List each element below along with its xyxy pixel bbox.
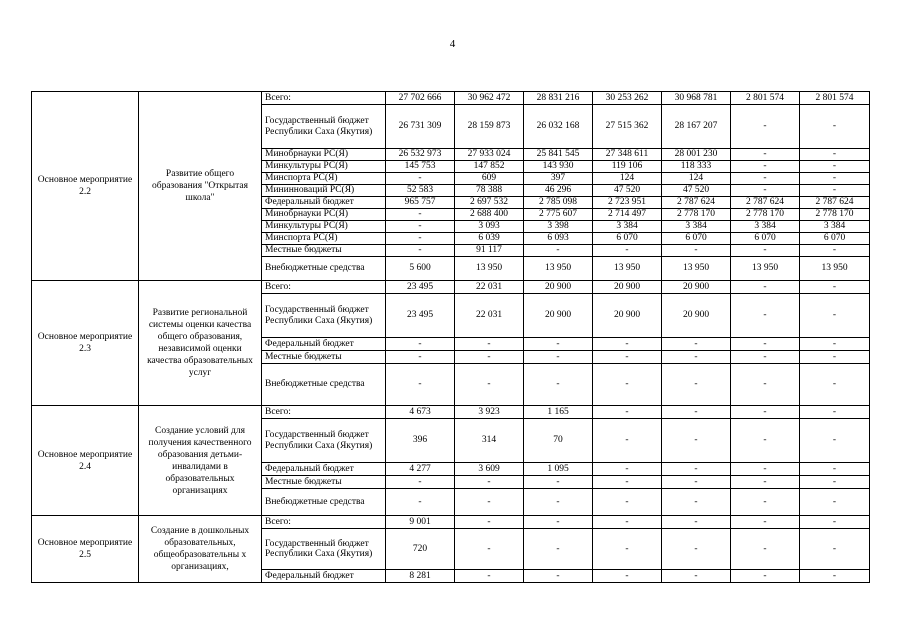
funding-value: 13 950 xyxy=(593,257,662,281)
funding-source: Минспорта РС(Я) xyxy=(262,173,386,185)
funding-value: 314 xyxy=(455,419,524,463)
funding-source: Местные бюджеты xyxy=(262,351,386,364)
funding-value: 2 697 532 xyxy=(455,197,524,209)
funding-value: 2 787 624 xyxy=(662,197,731,209)
funding-value: 78 388 xyxy=(455,185,524,197)
funding-value: 2 801 574 xyxy=(731,92,800,105)
table-row xyxy=(32,281,870,294)
funding-value: - xyxy=(524,351,593,364)
funding-source: Государственный бюджет Республики Саха (Якутия) xyxy=(262,419,386,463)
funding-value: - xyxy=(800,149,870,161)
activity-name: Основное мероприятие 2.5 xyxy=(32,516,139,583)
funding-value: 30 962 472 xyxy=(455,92,524,105)
funding-value: - xyxy=(386,489,455,516)
funding-value: 965 757 xyxy=(386,197,455,209)
funding-value: - xyxy=(386,173,455,185)
funding-value: 27 702 666 xyxy=(386,92,455,105)
funding-value: 20 900 xyxy=(662,294,731,338)
funding-value: - xyxy=(524,338,593,351)
funding-value: - xyxy=(524,489,593,516)
funding-value: - xyxy=(524,570,593,583)
funding-value: 27 515 362 xyxy=(593,105,662,149)
funding-source: Государственный бюджет Республики Саха (Якутия) xyxy=(262,529,386,570)
funding-value: - xyxy=(593,364,662,406)
funding-source: Минкультуры РС(Я) xyxy=(262,161,386,173)
funding-value: - xyxy=(800,105,870,149)
funding-value: 2 723 951 xyxy=(593,197,662,209)
funding-value: - xyxy=(593,406,662,419)
funding-value: 1 095 xyxy=(524,463,593,476)
funding-value: - xyxy=(731,161,800,173)
funding-source: Местные бюджеты xyxy=(262,476,386,489)
funding-value: 28 001 230 xyxy=(662,149,731,161)
funding-value: 2 801 574 xyxy=(800,92,870,105)
funding-source: Минобрнауки РС(Я) xyxy=(262,149,386,161)
funding-table-body xyxy=(32,92,870,583)
funding-value: 13 950 xyxy=(524,257,593,281)
activity-description: Развитие региональной системы оценки качества общего образования, независимой оценки качества образовательных услуг xyxy=(139,281,262,406)
funding-value: - xyxy=(593,245,662,257)
funding-value: - xyxy=(800,281,870,294)
funding-value: 145 753 xyxy=(386,161,455,173)
activity-description: Развитие общего образования "Открытая школа" xyxy=(139,92,262,281)
funding-value: 3 093 xyxy=(455,221,524,233)
funding-value: 2 785 098 xyxy=(524,197,593,209)
funding-value: 30 253 262 xyxy=(593,92,662,105)
funding-value: - xyxy=(386,221,455,233)
funding-value: 1 165 xyxy=(524,406,593,419)
funding-value: 3 384 xyxy=(800,221,870,233)
funding-value: 27 933 024 xyxy=(455,149,524,161)
funding-value: - xyxy=(662,463,731,476)
funding-value: - xyxy=(662,364,731,406)
funding-value: - xyxy=(455,476,524,489)
funding-value: 124 xyxy=(593,173,662,185)
funding-value: - xyxy=(662,351,731,364)
funding-value: - xyxy=(386,233,455,245)
funding-source: Федеральный бюджет xyxy=(262,570,386,583)
activity-name: Основное мероприятие 2.3 xyxy=(32,281,139,406)
funding-value: - xyxy=(593,351,662,364)
activity-name: Основное мероприятие 2.4 xyxy=(32,406,139,516)
funding-source: Минкультуры РС(Я) xyxy=(262,221,386,233)
funding-value: - xyxy=(455,516,524,529)
funding-value: - xyxy=(662,406,731,419)
funding-value: - xyxy=(800,419,870,463)
page-number: 4 xyxy=(449,38,456,50)
activity-name: Основное мероприятие 2.2 xyxy=(32,92,139,281)
funding-value: - xyxy=(731,105,800,149)
funding-value: - xyxy=(386,351,455,364)
funding-value: 30 968 781 xyxy=(662,92,731,105)
funding-value: - xyxy=(800,529,870,570)
funding-value: - xyxy=(593,516,662,529)
funding-value: 4 673 xyxy=(386,406,455,419)
funding-source: Всего: xyxy=(262,406,386,419)
funding-value: - xyxy=(731,338,800,351)
funding-value: - xyxy=(800,406,870,419)
funding-source: Внебюджетные средства xyxy=(262,257,386,281)
table-row xyxy=(32,516,870,529)
funding-value: 147 852 xyxy=(455,161,524,173)
funding-value: - xyxy=(800,338,870,351)
funding-value: - xyxy=(593,570,662,583)
funding-value: - xyxy=(731,173,800,185)
funding-value: 47 520 xyxy=(593,185,662,197)
funding-value: 397 xyxy=(524,173,593,185)
funding-source: Минспорта РС(Я) xyxy=(262,233,386,245)
funding-value: 27 348 611 xyxy=(593,149,662,161)
funding-value: - xyxy=(593,529,662,570)
funding-value: 2 688 400 xyxy=(455,209,524,221)
funding-value: - xyxy=(731,351,800,364)
funding-value: 3 384 xyxy=(593,221,662,233)
funding-value: 20 900 xyxy=(662,281,731,294)
funding-value: - xyxy=(800,476,870,489)
funding-value: - xyxy=(800,463,870,476)
funding-value: - xyxy=(731,245,800,257)
funding-value: - xyxy=(386,209,455,221)
funding-value: 20 900 xyxy=(524,294,593,338)
funding-value: 143 930 xyxy=(524,161,593,173)
funding-value: - xyxy=(455,338,524,351)
funding-value: 13 950 xyxy=(731,257,800,281)
funding-value: - xyxy=(731,489,800,516)
funding-value: - xyxy=(731,476,800,489)
funding-value: 28 159 873 xyxy=(455,105,524,149)
funding-value: 26 532 973 xyxy=(386,149,455,161)
funding-source: Всего: xyxy=(262,92,386,105)
funding-value: - xyxy=(800,516,870,529)
funding-value: 47 520 xyxy=(662,185,731,197)
funding-value: 6 093 xyxy=(524,233,593,245)
funding-value: - xyxy=(593,463,662,476)
funding-value: 3 384 xyxy=(731,221,800,233)
funding-value: 396 xyxy=(386,419,455,463)
funding-value: 6 070 xyxy=(593,233,662,245)
funding-value: 23 495 xyxy=(386,294,455,338)
funding-value: 8 281 xyxy=(386,570,455,583)
funding-value: - xyxy=(800,570,870,583)
funding-value: - xyxy=(455,529,524,570)
funding-value: - xyxy=(731,281,800,294)
funding-value: 20 900 xyxy=(524,281,593,294)
funding-value: 5 600 xyxy=(386,257,455,281)
funding-value: - xyxy=(524,516,593,529)
funding-value: 2 778 170 xyxy=(731,209,800,221)
funding-value: 26 032 168 xyxy=(524,105,593,149)
funding-value: 4 277 xyxy=(386,463,455,476)
funding-source: Федеральный бюджет xyxy=(262,338,386,351)
funding-value: 3 923 xyxy=(455,406,524,419)
funding-value: 9 001 xyxy=(386,516,455,529)
funding-value: - xyxy=(662,516,731,529)
funding-value: - xyxy=(662,489,731,516)
table-row xyxy=(32,92,870,105)
funding-value: 2 787 624 xyxy=(731,197,800,209)
funding-value: - xyxy=(593,476,662,489)
funding-value: - xyxy=(800,364,870,406)
funding-value: - xyxy=(455,351,524,364)
funding-value: - xyxy=(731,406,800,419)
funding-value: 720 xyxy=(386,529,455,570)
funding-source: Мининноваций РС(Я) xyxy=(262,185,386,197)
table-row xyxy=(32,406,870,419)
funding-value: - xyxy=(662,476,731,489)
funding-value: 2 714 497 xyxy=(593,209,662,221)
funding-value: - xyxy=(455,364,524,406)
activity-description: Создание в дошкольных образовательных, общеобразовательны х организациях, xyxy=(139,516,262,583)
funding-value: 13 950 xyxy=(800,257,870,281)
funding-value: 20 900 xyxy=(593,294,662,338)
funding-value: - xyxy=(800,351,870,364)
funding-value: 6 070 xyxy=(800,233,870,245)
funding-source: Всего: xyxy=(262,281,386,294)
funding-value: - xyxy=(386,364,455,406)
funding-value: - xyxy=(800,245,870,257)
funding-value: - xyxy=(662,245,731,257)
funding-value: 119 106 xyxy=(593,161,662,173)
funding-value: - xyxy=(800,161,870,173)
funding-value: 26 731 309 xyxy=(386,105,455,149)
funding-source: Государственный бюджет Республики Саха (Якутия) xyxy=(262,294,386,338)
funding-source: Всего: xyxy=(262,516,386,529)
funding-value: - xyxy=(731,463,800,476)
funding-value: - xyxy=(524,364,593,406)
funding-value: - xyxy=(662,529,731,570)
funding-source: Федеральный бюджет xyxy=(262,463,386,476)
funding-value: - xyxy=(386,476,455,489)
funding-value: - xyxy=(800,489,870,516)
funding-value: - xyxy=(731,185,800,197)
funding-value: 22 031 xyxy=(455,281,524,294)
funding-value: 13 950 xyxy=(455,257,524,281)
funding-value: - xyxy=(524,529,593,570)
funding-value: - xyxy=(800,173,870,185)
funding-source: Местные бюджеты xyxy=(262,245,386,257)
funding-value: 6 070 xyxy=(662,233,731,245)
funding-value: - xyxy=(386,245,455,257)
funding-value: - xyxy=(386,338,455,351)
funding-value: - xyxy=(731,529,800,570)
funding-value: 28 167 207 xyxy=(662,105,731,149)
funding-value: 22 031 xyxy=(455,294,524,338)
funding-value: 2 778 170 xyxy=(662,209,731,221)
funding-value: - xyxy=(455,570,524,583)
funding-value: - xyxy=(731,516,800,529)
funding-value: 609 xyxy=(455,173,524,185)
funding-source: Государственный бюджет Республики Саха (Якутия) xyxy=(262,105,386,149)
funding-source: Минобрнауки РС(Я) xyxy=(262,209,386,221)
funding-value: - xyxy=(731,570,800,583)
funding-value: 118 333 xyxy=(662,161,731,173)
funding-value: 52 583 xyxy=(386,185,455,197)
funding-value: 70 xyxy=(524,419,593,463)
funding-value: - xyxy=(731,149,800,161)
funding-value: 3 609 xyxy=(455,463,524,476)
funding-value: - xyxy=(455,489,524,516)
funding-value: 2 778 170 xyxy=(800,209,870,221)
funding-value: - xyxy=(593,419,662,463)
funding-value: - xyxy=(662,570,731,583)
funding-value: 23 495 xyxy=(386,281,455,294)
funding-value: - xyxy=(800,185,870,197)
funding-source: Внебюджетные средства xyxy=(262,489,386,516)
funding-value: 46 296 xyxy=(524,185,593,197)
funding-value: - xyxy=(662,419,731,463)
funding-value: 13 950 xyxy=(662,257,731,281)
funding-value: 3 384 xyxy=(662,221,731,233)
funding-value: - xyxy=(731,419,800,463)
funding-value: 91 117 xyxy=(455,245,524,257)
funding-value: - xyxy=(731,364,800,406)
funding-value: - xyxy=(593,489,662,516)
funding-value: 6 039 xyxy=(455,233,524,245)
funding-value: - xyxy=(524,245,593,257)
funding-value: - xyxy=(593,338,662,351)
funding-value: 28 831 216 xyxy=(524,92,593,105)
funding-value: 20 900 xyxy=(593,281,662,294)
funding-value: 25 841 545 xyxy=(524,149,593,161)
funding-value: - xyxy=(800,294,870,338)
funding-value: - xyxy=(662,338,731,351)
funding-value: 2 775 607 xyxy=(524,209,593,221)
funding-value: - xyxy=(524,476,593,489)
activity-description: Создание условий для получения качественного образования детьми-инвалидами в образовательных организациях xyxy=(139,406,262,516)
funding-value: - xyxy=(731,294,800,338)
funding-value: 6 070 xyxy=(731,233,800,245)
funding-table xyxy=(31,91,870,583)
funding-source: Федеральный бюджет xyxy=(262,197,386,209)
funding-value: 124 xyxy=(662,173,731,185)
funding-value: 2 787 624 xyxy=(800,197,870,209)
funding-source: Внебюджетные средства xyxy=(262,364,386,406)
funding-value: 3 398 xyxy=(524,221,593,233)
